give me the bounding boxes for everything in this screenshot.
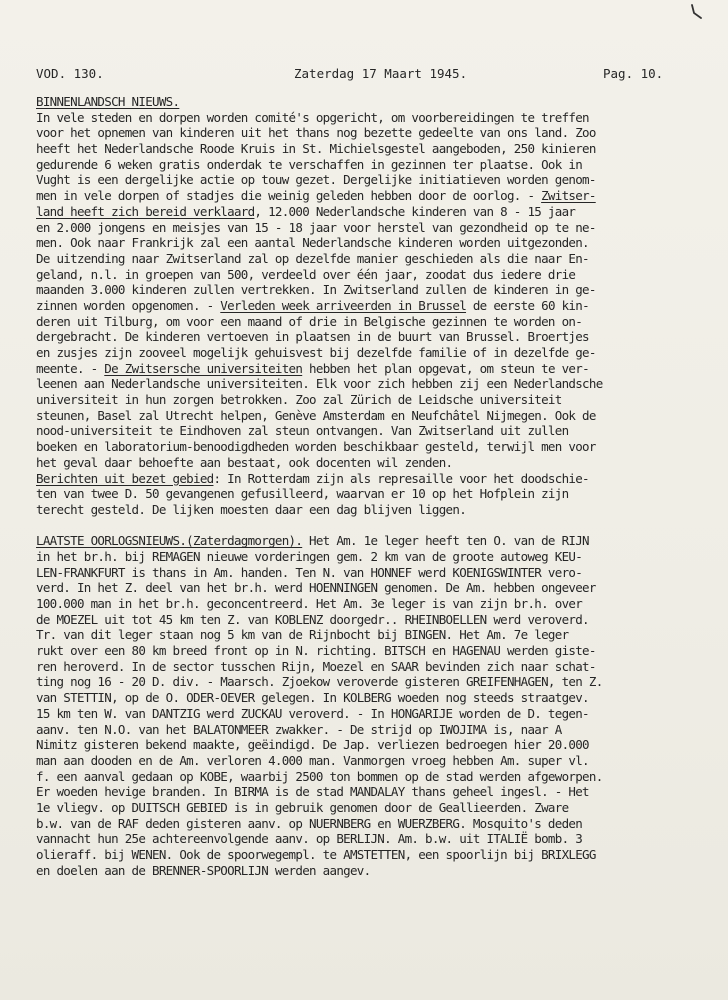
- text-line: vannacht hun 25e achtereenvolgende aanv. op BERLIJN. Am. b.w. uit ITALIË bomb. 3: [36, 831, 583, 847]
- text-line: f. een aanval gedaan op KOBE, waarbij 2500 ton bommen op de stad werden afgeworpen.: [36, 768, 603, 784]
- text-line: Berichten uit bezet gebied: In Rotterdam zijn als represaille voor het doodschie-: [36, 470, 589, 486]
- text-line: Tr. van dit leger staan nog 5 km van de Rijnbocht bij BINGEN. Het Am. 7e leger: [36, 627, 569, 643]
- text-line: de MOEZEL uit tot 45 km ten Z. van KOBLENZ doorgedr.. RHEINBOELLEN werd veroverd.: [36, 611, 589, 627]
- text-line: Nimitz gisteren bekend maakte, geëindigd. De Jap. verliezen bedroegen hier 20.000: [36, 737, 589, 753]
- page-header: [36, 66, 698, 84]
- text-line: rukt over een 80 km breed front op in N. richting. BITSCH en HAGENAU werden giste-: [36, 643, 596, 659]
- underlined-phrase: Zwitser-: [541, 188, 596, 204]
- text-line: man aan dooden en de Am. verloren 4.000 man. Vanmorgen vroeg hebben Am. super vl.: [36, 752, 589, 768]
- text-line: van STETTIN, op de O. ODER-OEVER gelegen. In KOLBERG woeden nog steeds straatgev.: [36, 690, 589, 706]
- document-body: [36, 94, 704, 878]
- text-line: 15 km ten W. van DANTZIG werd ZUCKAU veroverd. - In HONGARIJE worden de D. tegen-: [36, 705, 589, 721]
- section-oorlogsnieuws: [36, 533, 704, 878]
- text-line: Vught is een dergelijke actie op touw gezet. Dergelijke initiatieven worden genom-: [36, 172, 596, 188]
- text-line: 100.000 man in het br.h. geconcentreerd. Het Am. 3e leger is van zijn br.h. over: [36, 596, 583, 611]
- text-line: deren uit Tilburg, om voor een maand of drie in Belgische gezinnen te worden on-: [36, 313, 583, 329]
- text-line: ten van twee D. 50 gevangenen gefusilleerd, waarvan er 10 op het Hofplein zijn: [36, 486, 569, 502]
- text-line: olieraff. bij WENEN. Ook de spoorwegempl. te AMSTETTEN, een spoorlijn bij BRIXLEGG: [36, 847, 596, 862]
- text-line: en zusjes zijn zooveel mogelijk gehuisvest bij dezelfde familie of in dezelfde ge-: [36, 345, 596, 360]
- text-line: [36, 533, 704, 549]
- text-line: ting nog 16 - 20 D. div. - Maarsch. Zjoekow veroverde gisteren GREIFENHAGEN, ten Z.: [36, 674, 603, 690]
- page-number: Pag. 10.: [603, 66, 664, 81]
- text-line: het geval daar behoefte aan bestaat, ook docenten wil zenden.: [36, 454, 453, 470]
- text-line: zinnen worden opgenomen. - Verleden week arriveerden in Brussel de eerste 60 kin-: [36, 297, 589, 313]
- bulletin-date: Zaterdag 17 Maart 1945.: [294, 66, 468, 81]
- text-line: voor het opnemen van kinderen uit het thans nog bezette gedeelte van ons land. Zoo: [36, 125, 596, 141]
- text-line: men. Ook naar Frankrijk zal een aantal Nederlandsche kinderen worden uitgezonden.: [36, 235, 589, 251]
- text-line: LEN-FRANKFURT is thans in Am. handen. Ten N. van HONNEF werd KOENIGSWINTER vero-: [36, 564, 583, 580]
- text-line: universiteit in hun zorgen betrokken. Zoo zal Zürich de Leidsche universiteit: [36, 392, 562, 408]
- text-line: Er woeden hevige branden. In BIRMA is de stad MANDALAY thans geheel ingesl. - Het: [36, 784, 589, 800]
- section-binnenland: [36, 110, 704, 518]
- text-line: land heeft zich bereid verklaard, 12.000 Nederlandsche kinderen van 8 - 15 jaar: [36, 203, 576, 219]
- text-line: maanden 3.000 kinderen zullen vertrekken. In Zwitserland zullen de kinderen in ge-: [36, 282, 596, 298]
- underlined-phrase: land heeft zich bereid verklaard: [36, 203, 255, 219]
- text-line: meente. - De Zwitsersche universiteiten hebben het plan opgevat, om steun te ver-: [36, 360, 589, 376]
- line-text: Het Am. 1e leger heeft ten O. van de RIJN: [302, 533, 589, 549]
- text-line: aanv. ten N.O. van het BALATONMEER zwakker. - De strijd op IWOJIMA is, naar A: [36, 721, 562, 737]
- underlined-phrase: Verleden week arriveerden in Brussel: [220, 297, 467, 313]
- text-line: nood-universiteit te Eindhoven zal steun ontvangen. Van Zwitserland uit zullen: [36, 423, 569, 439]
- text-line: b.w. van de RAF deden gisteren aanv. op NUERNBERG en WUERZBERG. Mosquito's deden: [36, 815, 583, 831]
- underlined-phrase: De Zwitsersche universiteiten: [104, 360, 303, 376]
- text-line: geland, n.l. in groepen van 500, verdeeld over één jaar, zoodat dus iedere drie: [36, 266, 576, 282]
- text-line: men in vele dorpen of stadjes die weinig geleden hebben door de oorlog. - Zwitser-: [36, 188, 596, 204]
- text-line: boeken en laboratorium-benoodigdheden worden beschikbaar gesteld, terwijl men voor: [36, 439, 596, 455]
- text-line: heeft het Nederlandsche Roode Kruis in St. Michielsgestel aangeboden, 250 kinieren: [36, 141, 596, 157]
- bulletin-number: VOD. 130.: [36, 66, 104, 81]
- text-line: In vele steden en dorpen worden comité's opgericht, om voorbereidingen te treffen: [36, 109, 589, 125]
- text-line: dergebracht. De kinderen vertoeven in plaatsen in de buurt van Brussel. Broertjes: [36, 329, 589, 345]
- section-gap: [36, 518, 704, 534]
- text-line: leenen aan Nederlandsche universiteiten. Elk voor zich hebben zij een Nederlandsche: [36, 376, 603, 392]
- text-line: steunen, Basel zal Utrecht helpen, Genève Amsterdam en Neufchâtel Nijmegen. Ook de: [36, 407, 596, 423]
- text-line: De uitzending naar Zwitserland zal op dezelfde manier geschieden als die naar En-: [36, 250, 589, 266]
- ink-mark-icon: [690, 4, 704, 20]
- underlined-phrase: Berichten uit bezet gebied: [36, 470, 214, 486]
- text-line: 1e vliegv. op DUITSCH GEBIED is in gebruik genomen door de Geallieerden. Zware: [36, 799, 569, 815]
- text-line: in het br.h. bij REMAGEN nieuwe vorderingen gem. 2 km van de groote autoweg KEU-: [36, 548, 583, 564]
- text-line: ren heroverd. In de sector tusschen Rijn, Moezel en SAAR bevinden zich naar schat-: [36, 658, 596, 674]
- text-line: gedurende 6 weken gratis onderdak te verschaffen in gezinnen ter plaatse. Ook in: [36, 156, 583, 172]
- text-line: terecht gesteld. De lijken moesten daar een dag blijven liggen.: [36, 501, 467, 517]
- text-line: en 2.000 jongens en meisjes van 15 - 18 jaar voor herstel van gezondheid op te ne-: [36, 219, 596, 235]
- text-line: en doelen aan de BRENNER-SPOORLIJN werden aangev.: [36, 862, 371, 878]
- section-heading-binnenland: BINNENLANDSCH NIEUWS.: [36, 94, 180, 109]
- section-heading-oorlogsnieuws: LAATSTE OORLOGSNIEUWS.(Zaterdagmorgen).: [36, 533, 303, 549]
- text-line: verd. In het Z. deel van het br.h. werd HOENNINGEN genomen. De Am. hebben ongeveer: [36, 580, 596, 596]
